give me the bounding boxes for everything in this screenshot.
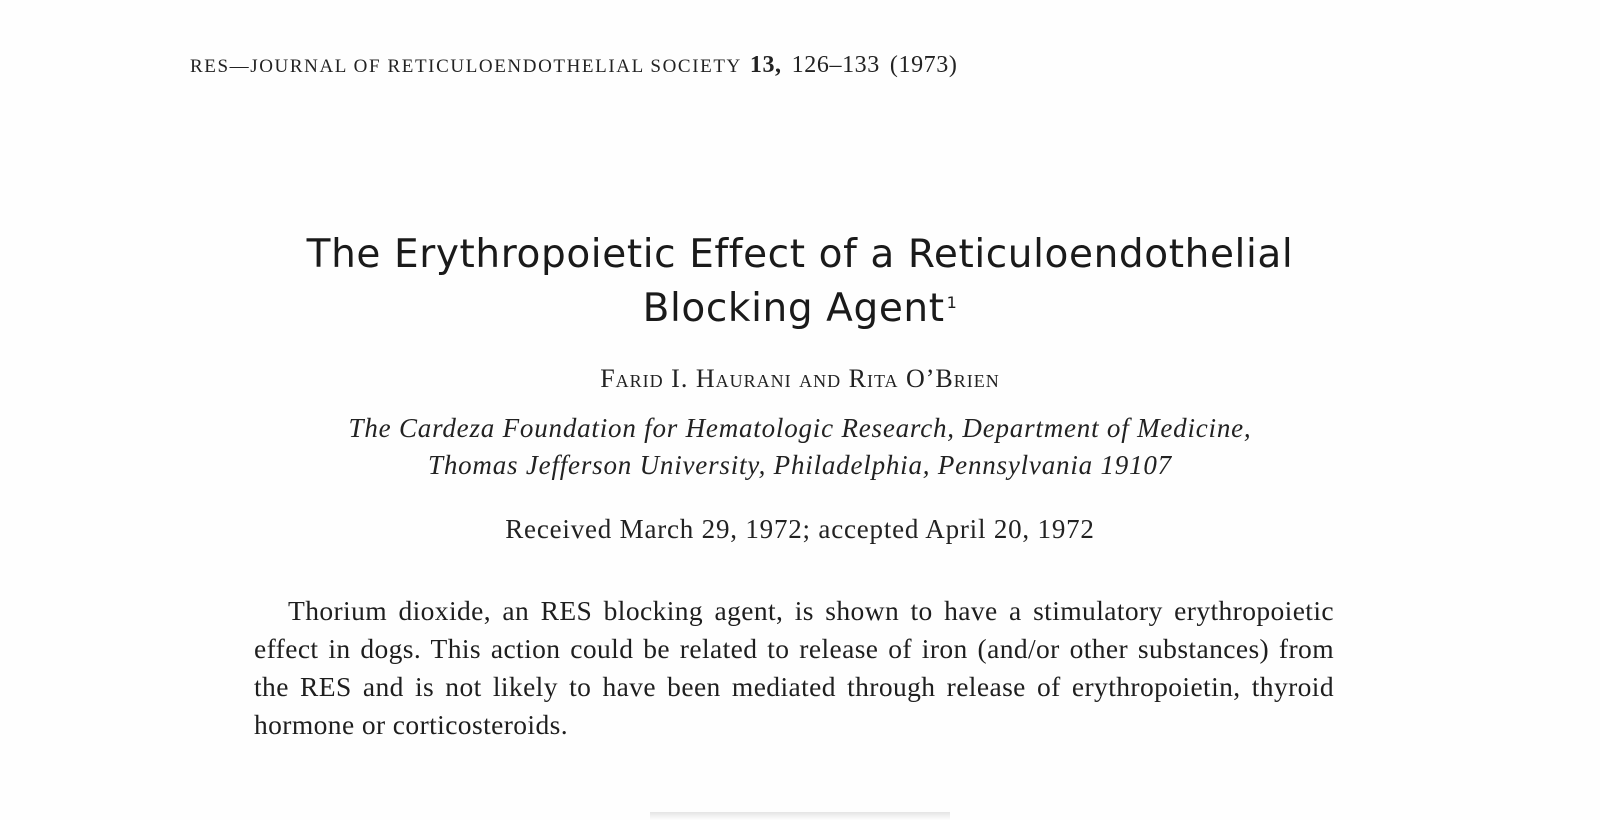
affiliation-line-1: The Cardeza Foundation for Hematologic Research, Department of Medicine, [348, 413, 1252, 443]
affiliation [0, 410, 1600, 484]
author-list: Farid I. Haurani and Rita O’Brien [600, 364, 1000, 393]
title-line-2 [0, 282, 1600, 336]
title-line-1: The Erythropoietic Effect of a Reticuloendothelial [306, 232, 1294, 277]
affiliation-line-2: Thomas Jefferson University, Philadelphia, Pennsylvania 19107 [428, 450, 1172, 480]
title-line-2-text: Blocking Agent [642, 286, 945, 331]
page-range: 126–133 [791, 52, 880, 78]
abstract: Thorium dioxide, an RES blocking agent, is shown to have a stimulatory erythropoietic effect in dogs. This action could be related to release of iron (and/or other substances) from the RES and is not likely to have been mediated through release of erythropoietin, thyroid hormone or corticosteroids. [254, 595, 1334, 740]
running-head [190, 52, 957, 79]
title-footnote-marker: 1 [946, 293, 958, 312]
journal-name: RES—JOURNAL OF RETICULOENDOTHELIAL SOCIETY [190, 56, 742, 77]
journal-volume: 13, [749, 52, 782, 78]
received-dates: Received March 29, 1972; accepted April 20, 1972 [505, 514, 1095, 544]
publication-year: (1973) [889, 52, 958, 78]
cut-off-text-fragment [650, 812, 950, 820]
article-title [0, 228, 1600, 336]
